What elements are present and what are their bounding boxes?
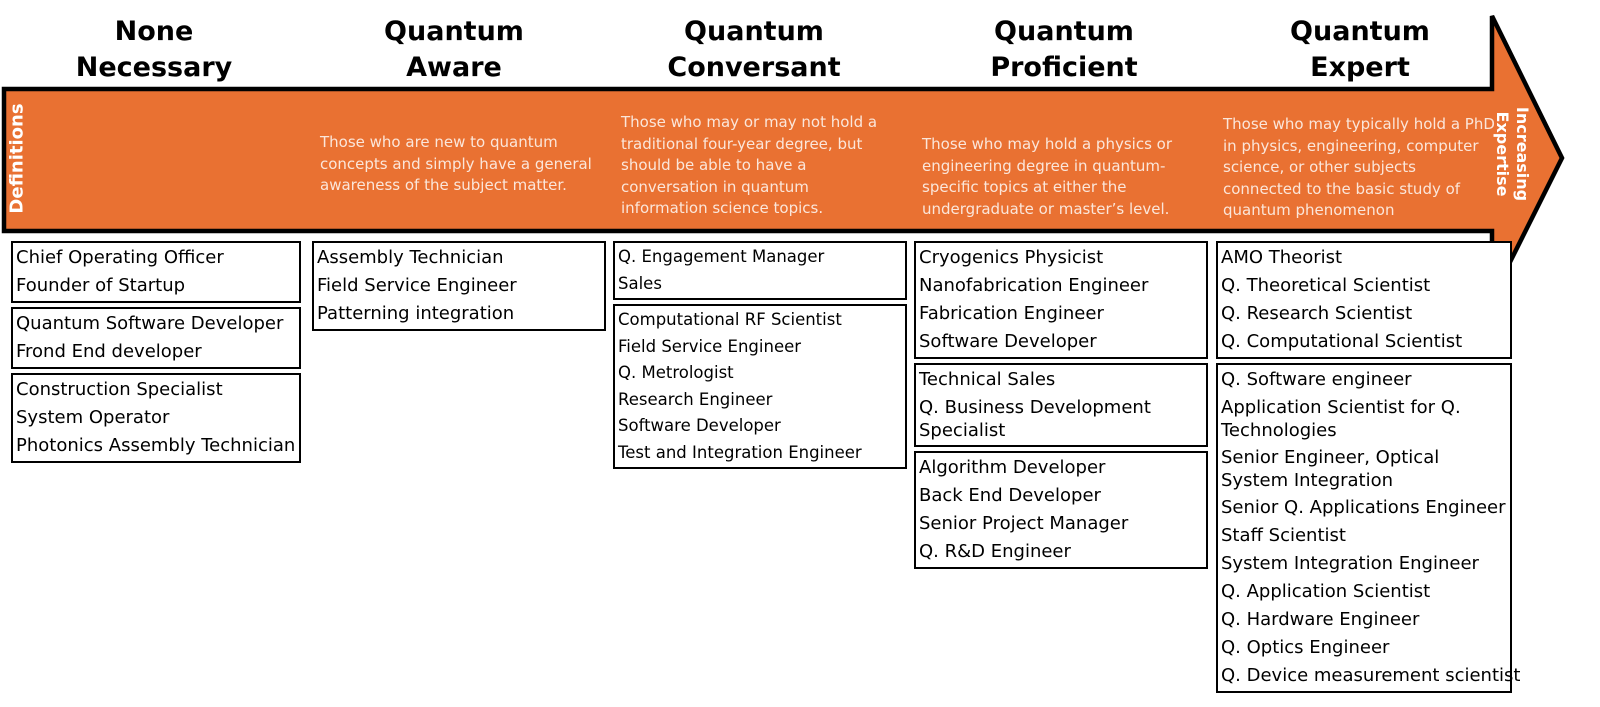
job-title: Senior Project Manager (919, 513, 1129, 534)
job-title: Sales (618, 273, 662, 293)
job-list-quantum-conversant (613, 241, 907, 473)
column-title-quantum-conversant: Quantum Conversant (667, 16, 841, 83)
definitions-label-text: Definitions (6, 102, 28, 214)
job-group (914, 363, 1208, 447)
job-title: Q. Engagement Manager (618, 247, 825, 266)
job-group (1216, 241, 1512, 359)
definition-quantum-conversant: Those who may or may not hold a traditional four-year degree, but should be able to have a conversation in quantum information science topics. (621, 113, 878, 217)
increasing-expertise-text: Increasing Expertise (1493, 106, 1532, 202)
job-title: Nanofabrication Engineer (919, 275, 1149, 296)
job-title: Algorithm Developer (919, 457, 1106, 478)
definition-quantum-expert: Those who may typically hold a PhD in physics, engineering, computer science, or other subjects connected to the basic study of quantum phenomenon (1223, 115, 1495, 219)
job-title: Chief Operating Officer (16, 247, 224, 268)
job-title: Patterning integration (317, 303, 515, 324)
job-list-none-necessary (11, 241, 301, 467)
job-title: Q. R&D Engineer (919, 541, 1071, 562)
job-group (613, 241, 907, 300)
job-group (11, 241, 301, 303)
job-title: System Integration Engineer (1221, 553, 1479, 574)
column-title-quantum-expert: Quantum Expert (1290, 16, 1430, 83)
job-group (11, 307, 301, 369)
job-title: Software Developer (919, 331, 1097, 352)
job-title: Q. Hardware Engineer (1221, 609, 1420, 630)
job-group (613, 304, 907, 469)
job-list-quantum-aware (312, 241, 606, 335)
job-title: Assembly Technician (317, 247, 504, 268)
job-title: Back End Developer (919, 485, 1101, 506)
job-title: Q. Business Development Specialist (919, 397, 1151, 441)
job-title: Q. Theoretical Scientist (1221, 275, 1431, 296)
column-title-none-necessary: None Necessary (75, 16, 233, 83)
job-title: Staff Scientist (1221, 525, 1346, 546)
job-group (1216, 363, 1521, 693)
job-title: Field Service Engineer (317, 275, 517, 296)
job-title: Senior Q. Applications Engineer (1221, 497, 1506, 518)
job-list-quantum-proficient (914, 241, 1208, 573)
column-title-quantum-aware: Quantum Aware (384, 16, 524, 83)
job-title: Technical Sales (919, 369, 1056, 390)
definition-quantum-aware: Those who are new to quantum concepts and simply have a general awareness of the subject matter. (320, 133, 592, 194)
job-title: Field Service Engineer (618, 336, 802, 356)
job-title: Quantum Software Developer (16, 313, 284, 334)
job-title: Application Scientist for Q. Technologies (1221, 397, 1461, 441)
job-title: Cryogenics Physicist (919, 247, 1104, 268)
job-group (914, 451, 1208, 569)
job-title: Test and Integration Engineer (618, 442, 862, 462)
job-title: System Operator (16, 407, 170, 428)
job-group (11, 373, 301, 463)
job-title: Research Engineer (618, 389, 773, 409)
job-title: Construction Specialist (16, 379, 223, 400)
job-title: Software Developer (618, 416, 781, 435)
job-title: Q. Research Scientist (1221, 303, 1413, 324)
job-title: Senior Engineer, Optical System Integration (1221, 447, 1440, 491)
job-title: Frond End developer (16, 341, 202, 362)
job-group (914, 241, 1208, 359)
job-title: Q. Metrologist (618, 363, 734, 382)
job-title: Q. Computational Scientist (1221, 331, 1463, 352)
job-list-quantum-expert (1216, 241, 1521, 697)
job-title: AMO Theorist (1221, 247, 1343, 268)
job-title: Q. Device measurement scientist (1221, 665, 1521, 686)
job-title: Q. Software engineer (1221, 369, 1412, 390)
job-title: Photonics Assembly Technician (16, 435, 296, 456)
job-group (312, 241, 606, 331)
definition-quantum-proficient: Those who may hold a physics or engineering degree in quantum-specific topics at either the undergraduate or master’s level. (922, 135, 1172, 218)
job-title: Computational RF Scientist (618, 310, 842, 329)
column-title-quantum-proficient: Quantum Proficient (990, 16, 1138, 83)
job-title: Q. Application Scientist (1221, 581, 1431, 602)
definitions-label (1, 97, 33, 219)
job-title: Q. Optics Engineer (1221, 637, 1390, 658)
job-title: Fabrication Engineer (919, 303, 1104, 324)
increasing-expertise-label (1490, 100, 1534, 208)
job-title: Founder of Startup (16, 275, 186, 296)
